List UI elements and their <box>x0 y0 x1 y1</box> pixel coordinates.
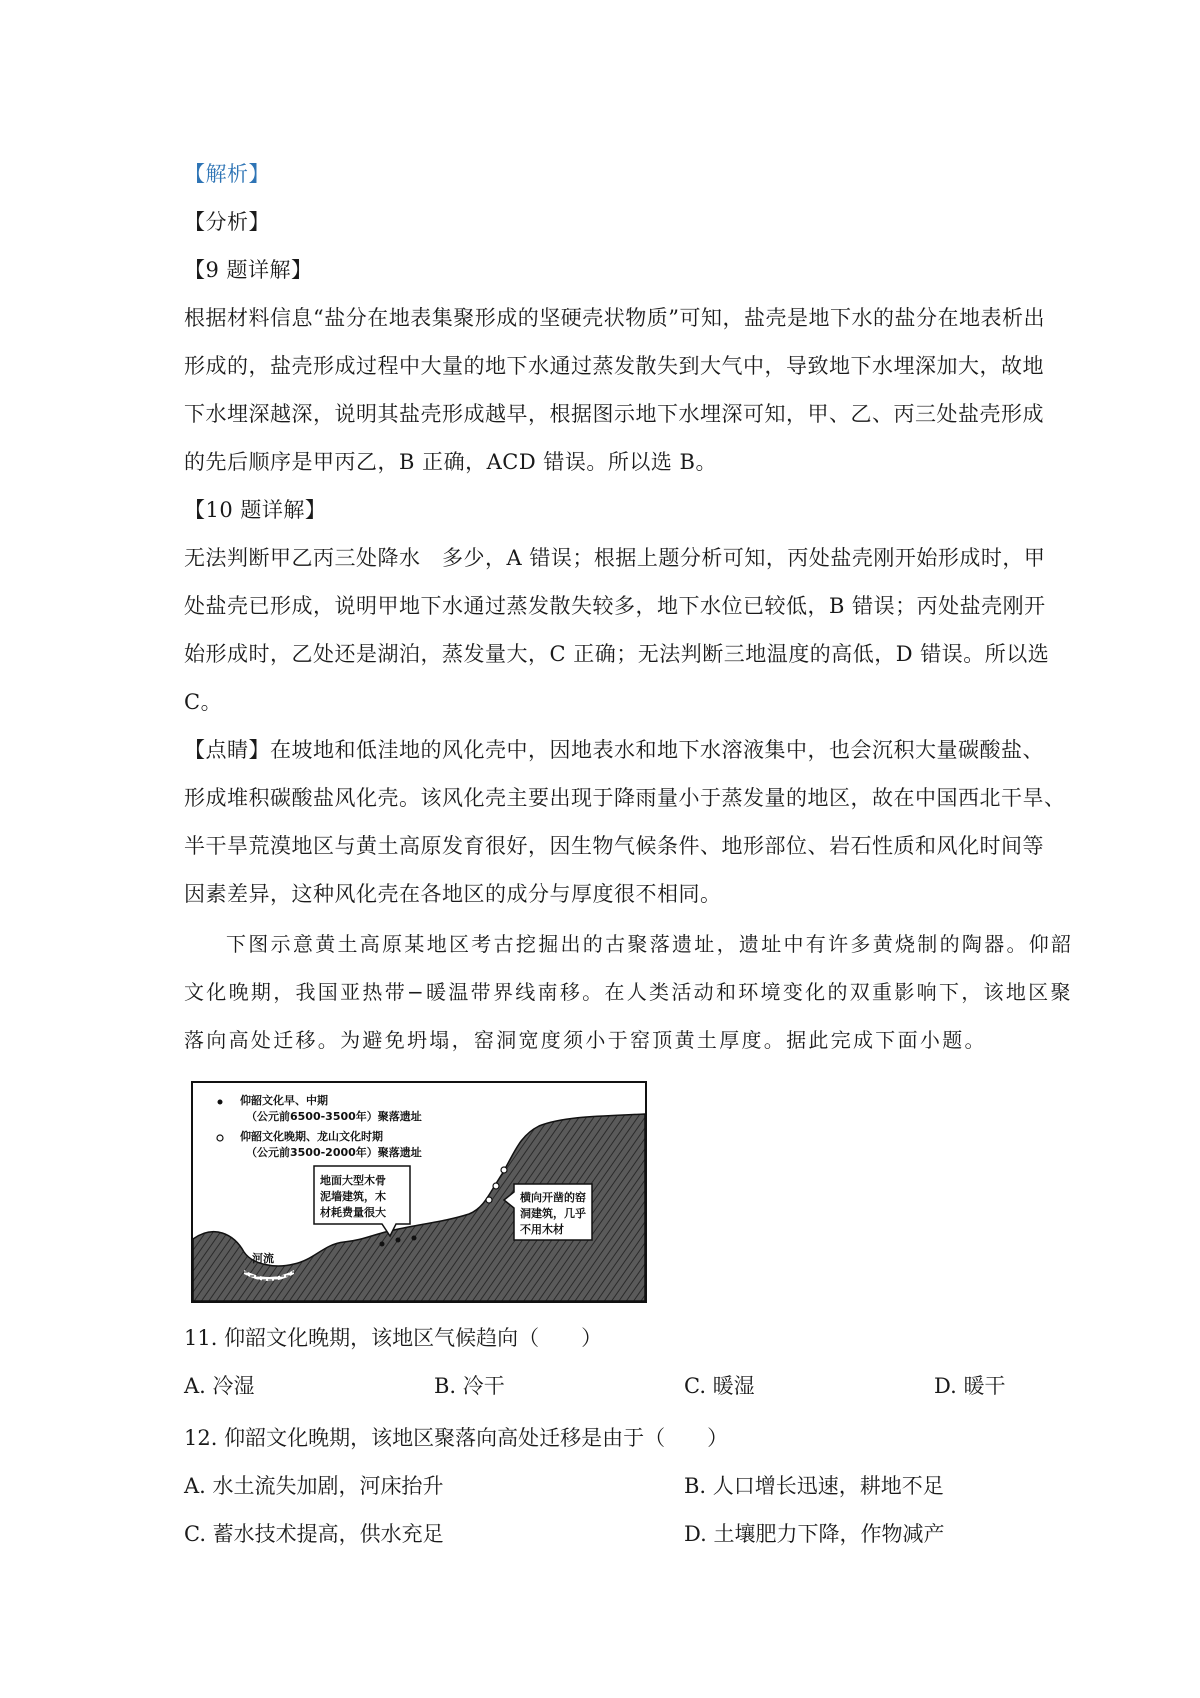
early-settlement-marker <box>380 1242 385 1247</box>
early-settlement-marker <box>396 1238 401 1243</box>
text-line: 【点睛】在坡地和低洼地的风化壳中，因地表水和地下水溶液集中，也会沉积大量碳酸盐、 <box>184 738 1044 762</box>
late-settlement-legend-marker <box>217 1135 223 1141</box>
page-content <box>184 150 1074 1558</box>
q12-stem: 12. 仰韶文化晚期，该地区聚落向高处迁移是由于（ ） <box>184 1426 729 1450</box>
legend-early-period: （公元前6500-3500年）聚落遗址 <box>246 1110 422 1123</box>
settlement-figure <box>184 1074 654 1310</box>
late-settlement-marker <box>486 1197 492 1203</box>
intro-line: 落向高处迁移。为避免坍塌，窑洞宽度须小于窑顶黄土厚度。据此完成下面小题。 <box>184 1028 987 1052</box>
callout-right-line: 洞建筑，几乎 <box>520 1207 586 1220</box>
legend-late-title: 仰韶文化晚期、龙山文化时期 <box>240 1130 383 1143</box>
text-line: 处盐壳已形成，说明甲地下水通过蒸发散失较多，地下水位已较低，B 错误；丙处盐壳刚开 <box>184 594 1046 618</box>
q11-option-c[interactable]: C. 暖湿 <box>684 1374 755 1398</box>
q11-option-b[interactable]: B. 冷干 <box>434 1374 505 1398</box>
q11-option-d[interactable]: D. 暖干 <box>934 1374 1006 1398</box>
intro-passage <box>184 920 1074 1064</box>
q9-heading: 【9 题详解】 <box>184 258 313 282</box>
legend-late-period: （公元前3500-2000年）聚落遗址 <box>246 1146 422 1159</box>
q12-option-d[interactable]: D. 土壤肥力下降，作物减产 <box>684 1522 945 1546</box>
text-line: 始形成时，乙处还是湖泊，蒸发量大，C 正确；无法判断三地温度的高低，D 错误。所以选 <box>184 642 1050 666</box>
q11-option-a[interactable]: A. 冷湿 <box>184 1374 255 1398</box>
q12-option-a[interactable]: A. 水土流失加剧，河床抬升 <box>184 1474 444 1498</box>
callout-right-line: 不用木材 <box>520 1223 564 1236</box>
text-line: 无法判断甲乙丙三处降水 多少，A 错误；根据上题分析可知，丙处盐壳刚开始形成时，甲 <box>184 546 1046 570</box>
callout-left-line: 地面大型木骨 <box>320 1174 386 1187</box>
q11-stem: 11. 仰韶文化晚期，该地区气候趋向（ ） <box>184 1326 603 1350</box>
q10-explanation <box>184 534 1050 726</box>
analysis-tag: 【解析】 <box>184 162 270 186</box>
text-line: C。 <box>184 690 223 714</box>
late-settlement-marker <box>493 1183 499 1189</box>
text-line: 半干旱荒漠地区与黄土高原发育很好，因生物气候条件、地形部位、岩石性质和风化时间等 <box>184 834 1044 858</box>
river-label: 河流 <box>252 1252 274 1265</box>
early-settlement-legend-marker <box>218 1100 223 1105</box>
callout-left-line: 泥墙建筑，木 <box>320 1190 386 1203</box>
intro-line: 文化晚期，我国亚热带−暖温带界线南移。在人类活动和环境变化的双重影响下，该地区聚 <box>184 980 1073 1004</box>
q12-options-row-2 <box>184 1510 1024 1558</box>
dianjing-note <box>184 726 1066 918</box>
settlement-diagram <box>184 1074 654 1310</box>
q11-options <box>184 1362 1024 1410</box>
q12-option-b[interactable]: B. 人口增长迅速，耕地不足 <box>684 1474 944 1498</box>
text-line: 的先后顺序是甲丙乙，B 正确，ACD 错误。所以选 B。 <box>184 450 717 474</box>
q10-heading: 【10 题详解】 <box>184 498 327 522</box>
intro-line: 下图示意黄土高原某地区考古挖掘出的古聚落遗址，遗址中有许多黄烧制的陶器。仰韶 <box>226 932 1074 956</box>
text-line: 形成的，盐壳形成过程中大量的地下水通过蒸发散失到大气中，导致地下水埋深加大，故地 <box>184 354 1044 378</box>
callout-left-line: 材耗费量很大 <box>320 1206 386 1219</box>
fenxi-tag: 【分析】 <box>184 210 270 234</box>
q9-explanation <box>184 294 1045 486</box>
text-line: 根据材料信息“盐分在地表集聚形成的坚硬壳状物质”可知，盐壳是地下水的盐分在地表析出 <box>184 306 1045 330</box>
text-line: 形成堆积碳酸盐风化壳。该风化壳主要出现于降雨量小于蒸发量的地区，故在中国西北干旱、 <box>184 786 1066 810</box>
late-settlement-marker <box>501 1167 507 1173</box>
q12-options-row-1 <box>184 1462 1024 1510</box>
early-settlement-marker <box>412 1236 417 1241</box>
callout-right-line: 横向开凿的窑 <box>520 1191 586 1204</box>
text-line: 下水埋深越深，说明其盐壳形成越早，根据图示地下水埋深可知，甲、乙、丙三处盐壳形成 <box>184 402 1044 426</box>
text-line: 因素差异，这种风化壳在各地区的成分与厚度很不相同。 <box>184 882 722 906</box>
legend-early-title: 仰韶文化早、中期 <box>240 1094 328 1107</box>
q12-option-c[interactable]: C. 蓄水技术提高，供水充足 <box>184 1522 444 1546</box>
